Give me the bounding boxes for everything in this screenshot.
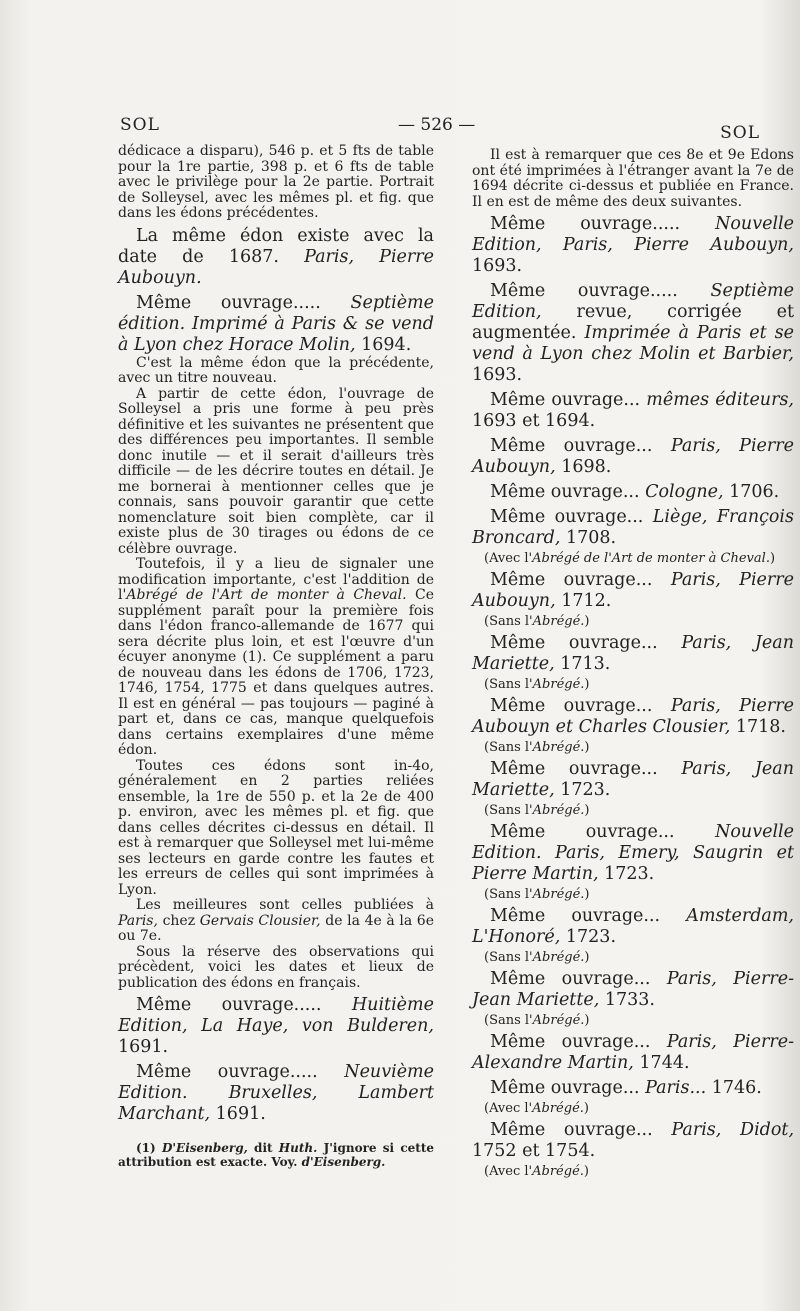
entry-note (472, 1164, 794, 1179)
note-text: (Sans l' (484, 803, 533, 818)
entry (472, 822, 794, 885)
entry-publisher: Paris... (645, 1078, 707, 1098)
paragraph (118, 898, 434, 945)
entry-note (472, 1013, 794, 1028)
entry (472, 1120, 794, 1162)
entry-publisher: Cologne, (645, 482, 724, 502)
entry-title: Même ouvrage..... (490, 214, 681, 234)
entry-title: Même ouvrage..... (136, 292, 321, 313)
entry-date: 1712. (561, 591, 612, 611)
entry-publisher: Amsterdam, L'Honoré, (472, 906, 794, 947)
note-text: ) (584, 803, 590, 818)
note-italic: Abrégé. (532, 1164, 584, 1179)
entry-date: 1706. (729, 482, 780, 502)
entry-date: 1691. (215, 1104, 266, 1124)
entry-note (472, 950, 794, 965)
paragraph: Il est à remarquer que ces 8e et 9e Edons ont été imprimées à l'étranger avant la 7e de 1694 décrite ci-dessus et publiée en France. Il en est de même des deux suivantes. (472, 147, 794, 210)
name-italic: Gervais Clousier, (199, 912, 321, 929)
note-text: (Sans l' (484, 887, 533, 902)
entry (472, 507, 794, 549)
entry-publisher: Liège, François Broncard, (472, 507, 794, 548)
entry (472, 436, 794, 478)
entry-date: 1693. (472, 365, 523, 385)
entry-publisher: Nouvelle Edition. Paris, Emery, Saugrin et Pierre Martin, (472, 822, 794, 884)
note-italic: Abrégé. (532, 1101, 584, 1116)
running-head-right: SOL (720, 123, 760, 143)
entry-date: 1752 et 1754. (472, 1141, 596, 1161)
entry-publisher: Paris, Pierre Aubouyn et Charles Clousier, (472, 696, 794, 737)
entry-note (472, 677, 794, 692)
text: Ce supplément paraît pour la première fois dans l'édon franco-allemande de 1677 qui sera décrite plus loin, et est l'œuvre d'un écuyer anonyme (1). Ce supplément a paru de nouveau dans les édons de 1706, 1723, 1746, 1754, 1775 et dans quelques autres. Il est en général — pas toujours — paginé à part et, dans ce cas, manque quelquefois dans certains exemplaires d'une même édon. (118, 587, 434, 758)
entry-publisher: Paris, Pierre-Jean Mariette, (472, 969, 794, 1010)
entry-title: Même ouvrage... (490, 436, 653, 456)
note-italic: Abrégé. (532, 614, 585, 629)
entry-title: Même ouvrage... (490, 969, 651, 989)
entry-1687 (118, 226, 434, 289)
entry-publisher: Paris, Pierre Aubouyn, (472, 570, 794, 611)
note-text: ) (769, 551, 776, 566)
paragraph: A partir de cette édon, l'ouvrage de Solleysel a pris une forme à peu près définitive et les suivantes ne présentent que des différences peu importantes. Il semble donc inutile — et il serait d'ailleurs très difficile — de les décrire toutes en détail. Je me bornerai à mentionner celles que je connais, sans pouvoir garantir que cette nomenclature soit bien complète, car il existe plus de 30 tirages ou édons de ce célèbre ouvrage. (118, 385, 434, 557)
entry-date: 1708. (565, 528, 617, 548)
entry-1694 (118, 293, 434, 356)
entry-note (472, 740, 794, 755)
note-text: ) (584, 950, 590, 965)
note-italic: Abrégé. (532, 950, 585, 965)
note-italic: Abrégé. (532, 887, 585, 902)
entry-date: 1746. (711, 1078, 762, 1098)
note-text: ) (584, 677, 590, 692)
entry-note (472, 887, 794, 902)
entry-date: 1718. (735, 717, 786, 737)
entry-title: Même ouvrage... (490, 507, 644, 527)
note-text: ) (583, 1164, 589, 1179)
entry-title: Même ouvrage..... (136, 1062, 318, 1082)
paragraph: Toutes ces édons sont in-4o, généralement en 2 parties reliées ensemble, la 1re de 550 p. et la 2e de 400 p. environ, avec les mêmes pl. et fig. que dans celles décrites ci-dessus en détail. Il est à remarquer que Solleysel met lui-même ses lecteurs en garde contre les fautes et les erreurs de celles qui sont imprimées à Lyon. (118, 757, 434, 898)
entry-date: 1693. (472, 256, 523, 276)
paragraph: C'est la même édon que la précédente, avec un titre nouveau. (118, 354, 434, 386)
entry-date: 1691. (118, 1037, 169, 1057)
entry-title: Même ouvrage... (490, 482, 640, 502)
entry (472, 633, 794, 675)
note-text: (Avec l' (484, 1164, 533, 1179)
footnote-ref: d'Eisenberg. (301, 1155, 386, 1169)
note-text: (Avec l' (484, 1101, 533, 1116)
entry-publisher: Paris, Pierre-Alexandre Martin, (472, 1032, 794, 1073)
entry-title: Même ouvrage... (490, 1078, 640, 1098)
entry (472, 759, 794, 801)
entry-title: Même ouvrage... (490, 759, 658, 779)
text: Toutefois, il y a lieu de signaler une modification importante, c'est l'addition de l' (118, 556, 434, 603)
entry-date: 1698. (561, 457, 612, 477)
entry-date: 1693 et 1694. (472, 411, 596, 431)
entry-title: Même ouvrage... (490, 390, 641, 410)
entry-title: Même ouvrage..... (490, 281, 678, 301)
note-text: (Sans l' (484, 1013, 533, 1028)
entry (472, 1032, 794, 1074)
entry (472, 696, 794, 738)
note-text: ) (584, 614, 590, 629)
text: Les meilleures sont celles publiées à (136, 897, 434, 913)
entry-publisher: Paris, Pierre Aubouyn, (472, 436, 794, 477)
entry-date: 1723. (560, 780, 611, 800)
note-text: (Sans l' (484, 950, 533, 965)
right-column (472, 148, 794, 1183)
entry (472, 969, 794, 1011)
city-italic: Paris, (118, 912, 158, 929)
entry-1691-haye (118, 995, 434, 1058)
entry (472, 570, 794, 612)
entry-text: revue, corrigée et augmentée. (472, 302, 794, 343)
paragraph: dédicace a disparu), 546 p. et 5 fts de table pour la 1re partie, 398 p. et 6 fts de table avec le privilège pour la 2e partie. Portrait de Solleysel, avec les mêmes pl. et fig. que dans les édons précédentes. (118, 143, 434, 221)
page-number: — 526 — (398, 115, 476, 135)
note-text: (Sans l' (484, 677, 533, 692)
entry-title: Même ouvrage... (490, 1120, 653, 1140)
entry-publisher: Neuvième Edition. Bruxelles, Lambert Marchant, (118, 1062, 434, 1124)
footnote-huth: Huth. (278, 1141, 318, 1155)
footnote-text: J'ignore si cette attribution est exacte. Voy. (118, 1141, 435, 1169)
footnote-text: dit (254, 1141, 273, 1155)
title-italic: Abrégé de l'Art de monter à Cheval. (126, 587, 407, 603)
entry-publisher: Septième Edition, (472, 281, 794, 322)
entry-title: Même ouvrage... (490, 633, 658, 653)
page-header (120, 115, 760, 145)
entry-publisher: Paris, Pierre Aubouyn. (118, 246, 434, 288)
entry-note (472, 1101, 794, 1116)
entry-1691-bruxelles (118, 1062, 434, 1125)
entry (472, 390, 794, 432)
note-text: (Avec l' (484, 551, 533, 566)
footnote-mark: (1) (136, 1141, 156, 1155)
paragraph: Sous la réserve des observations qui précèdent, voici les dates et lieux de publication des édons en français. (118, 943, 434, 991)
entry-date: 1694. (361, 334, 412, 355)
entry-date: 1744. (639, 1053, 690, 1073)
entry-title: Même ouvrage... (490, 1032, 651, 1052)
entry (472, 906, 794, 948)
entry-publisher: Huitième Edition, La Haye, von Bulderen, (118, 995, 434, 1036)
note-text: (Sans l' (484, 740, 533, 755)
entry-publisher: Nouvelle Edition, Paris, Pierre Aubouyn, (472, 214, 794, 255)
entry-note (472, 803, 794, 818)
entry-note (472, 551, 794, 566)
entry-publisher: Paris, Jean Mariette, (472, 759, 794, 800)
entry-note (472, 614, 794, 629)
note-italic: Abrégé. (532, 803, 585, 818)
text: chez (162, 912, 196, 929)
note-text: ) (583, 1101, 589, 1116)
note-text: ) (584, 740, 590, 755)
note-text: ) (584, 887, 590, 902)
entry-publisher: Paris, Jean Mariette, (472, 633, 794, 674)
entry (472, 482, 794, 503)
entry (472, 281, 794, 386)
entry-publisher: Imprimée à Paris et se vend à Lyon chez Molin et Barbier, (472, 323, 794, 364)
entry-publisher: mêmes éditeurs, (646, 390, 794, 410)
note-text: (Sans l' (484, 614, 533, 629)
entry-title: Même ouvrage... (490, 570, 653, 590)
note-italic: Abrégé. (532, 677, 585, 692)
entry-publisher: Septième édition. Imprimé à Paris & se vend à Lyon chez Horace Molin, (118, 292, 434, 355)
entry-date: 1733. (604, 990, 655, 1010)
left-column (118, 144, 434, 1169)
note-italic: Abrégé. (532, 1013, 585, 1028)
note-italic: Abrégé. (532, 740, 585, 755)
text: de la 4e à la 6e ou 7e. (118, 912, 434, 944)
entry-date: 1723. (604, 864, 655, 884)
note-text: ) (584, 1013, 590, 1028)
entry-title: Même ouvrage... (490, 822, 675, 842)
entry-publisher: Paris, Didot, (671, 1120, 795, 1140)
entry (472, 1078, 794, 1099)
entry-title: Même ouvrage..... (136, 995, 322, 1015)
footnote (118, 1141, 434, 1169)
entry-title: Même ouvrage... (490, 696, 653, 716)
entry-date: 1713. (560, 654, 611, 674)
entry (472, 214, 794, 277)
entry-date: 1723. (565, 927, 617, 947)
entry-text: La même édon existe avec la date de 1687. (118, 225, 434, 267)
note-italic: Abrégé de l'Art de monter à Cheval. (532, 551, 770, 566)
footnote-name: D'Eisenberg, (161, 1141, 248, 1155)
entry-title: Même ouvrage... (490, 906, 661, 926)
paragraph (118, 557, 434, 759)
running-head-left: SOL (120, 115, 160, 135)
